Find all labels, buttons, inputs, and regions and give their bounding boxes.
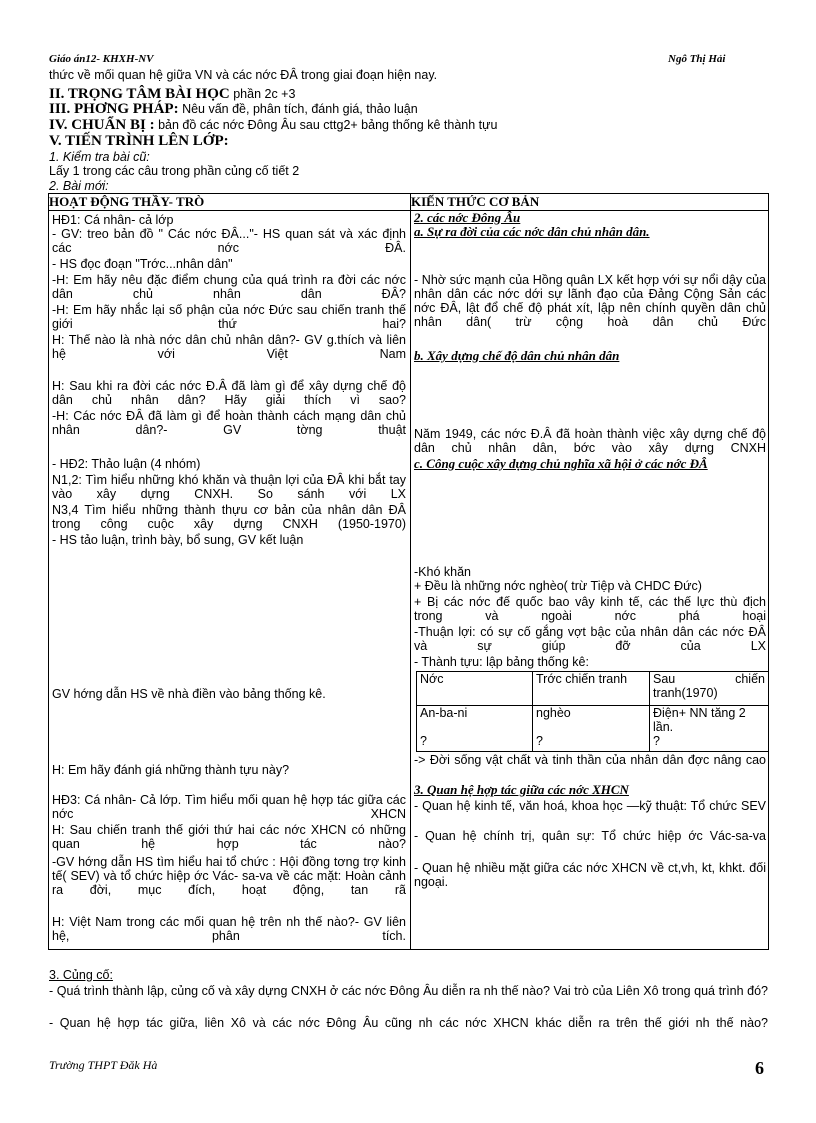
right-hb: b. Xây dựng chế độ dân chủ nhân dân xyxy=(414,348,620,363)
left-p10: N3,4 Tìm hiểu những thành thựu cơ bản của nhân dân ĐÂ trong công cuộc xây dựng CNXH (1950-1970) xyxy=(52,503,406,531)
left-p12: GV hớng dẫn HS về nhà điền vào bảng thống kê. xyxy=(52,687,326,701)
right-r3a: -Khó khăn xyxy=(414,565,471,579)
col-left-header: HOẠT ĐỘNG THẦY- TRÒ xyxy=(49,194,411,211)
stat-header-before: Trớc chiến tranh xyxy=(533,672,650,706)
page-number: 6 xyxy=(755,1058,764,1078)
left-p6: H: Sau khi ra đời các nớc Đ.Â đã làm gì để xây dựng chế độ dân chủ nhân dân? Hãy giải thích vì sao? xyxy=(52,379,406,407)
stat-q3: ? xyxy=(653,734,660,748)
right-r3e: - Thành tựu: lập bảng thống kê: xyxy=(414,655,589,669)
right-r1: - Nhờ sức mạnh của Hồng quân LX kết hợp với sự nổi dậy của nhân dân các nớc dới sự lãnh đạo của Đảng Cộng Sản các nớc ĐÂ, lật đổ chế độ phát xít, lập nên chính quyền dân chủ nhân dân( trừ cộng hoà dân chủ Đức xyxy=(414,273,766,329)
left-p17: H: Việt Nam trong các mối quan hệ trên nh thế nào?- GV liên hệ, phân tích. xyxy=(52,915,406,943)
right-column-cell xyxy=(411,211,769,950)
consolidation-q2: - Quan hệ hợp tác giữa, liên Xô và các nớc Đông Âu cũng nh các nớc XHCN khác diễn ra trên thế giới nh thế nào? xyxy=(49,1016,768,1030)
right-r3d: -Thuận lợi: có sự cố gắng vợt bậc của nhân dân các nớc ĐÂ và sự giúp đỡ của LX xyxy=(414,625,766,653)
section-2 xyxy=(49,87,295,101)
step-1-text: Lấy 1 trong các câu trong phần củng cố tiết 2 xyxy=(49,164,300,178)
right-r3c: + Bị các nớc đế quốc bao vây kinh tế, các thế lực thù địch trong và ngoài nớc phá hoại xyxy=(414,595,766,623)
right-h2: 2. các nớc Đông Âu xyxy=(414,210,521,225)
stat-cell xyxy=(417,706,533,752)
step-1: 1. Kiểm tra bài cũ: xyxy=(49,150,150,164)
right-r7: - Quan hệ nhiều mặt giữa các nớc XHCN về ct,vh, kt, khkt. đối ngoại. xyxy=(414,861,766,889)
left-p1: - GV: treo bản đồ " Các nớc ĐÂ..."- HS quan sát và xác định các nớc ĐÂ. xyxy=(52,227,406,255)
right-r6: - Quan hệ chính trị, quân sự: Tổ chức hiệp ớc Vác-sa-va xyxy=(414,829,766,843)
right-r4: -> Đời sống vật chất và tinh thần của nhân dân đợc nâng cao xyxy=(414,753,766,767)
section-2-text: phần 2c +3 xyxy=(233,87,296,101)
left-p13: H: Em hãy đánh giá những thành tựu này? xyxy=(52,763,290,777)
header-left: Giáo án12- KHXH-NV xyxy=(49,53,154,65)
hd1: HĐ1: Cá nhân- cả lớp xyxy=(52,213,174,227)
left-p5: H: Thế nào là nhà nớc dân chủ nhân dân?- GV g.thích và liên hệ với Việt Nam xyxy=(52,333,406,361)
section-3-title: III. PHƠNG PHÁP: xyxy=(49,101,179,117)
left-p16: -GV hớng dẫn HS tìm hiểu hai tổ chức : Hội đồng tơng trợ kinh tế( SEV) và tổ chức hiệp ớc Vác- sa-va về các mặt: Hoàn cảnh ra đời, mục đích, hoạt động, tan rã xyxy=(52,855,406,897)
left-p3: -H: Em hãy nêu đặc điểm chung của quá trình ra đời các nớc dân chủ nhân dân ĐÂ? xyxy=(52,273,406,301)
achievement-table xyxy=(416,671,769,752)
stat-country: An-ba-ni xyxy=(420,706,468,720)
left-p7: -H: Các nớc ĐÂ đã làm gì để hoàn thành cách mạng dân chủ nhân dân?- GV tờng thuật xyxy=(52,409,406,437)
section-3 xyxy=(49,102,418,116)
left-p2: - HS đọc đoạn "Trớc...nhân dân" xyxy=(52,257,233,271)
left-column-cell xyxy=(49,211,411,950)
right-r5: - Quan hệ kinh tế, văn hoá, khoa học —kỹ thuật: Tổ chức SEV xyxy=(414,799,766,813)
left-p8: - HĐ2: Thảo luận (4 nhóm) xyxy=(52,457,201,471)
stat-cell xyxy=(650,706,769,752)
left-p11: - HS tảo luận, trình bày, bổ sung, GV kết luận xyxy=(52,533,304,547)
stat-q1: ? xyxy=(420,734,427,748)
consolidation-title xyxy=(49,968,113,982)
consolidation-title-text: 3. Củng cố: xyxy=(49,968,113,982)
right-r3b: + Đều là những nớc nghèo( trừ Tiệp và CHDC Đức) xyxy=(414,579,702,593)
header-right: Ngô Thị Hải xyxy=(668,53,726,65)
left-p9: N1,2: Tìm hiểu những khó khăn và thuận lợi của ĐÂ khi bắt tay vào xây dựng CNXH. So sánh với LX xyxy=(52,473,406,501)
stat-cell xyxy=(533,706,650,752)
stat-q2: ? xyxy=(536,734,543,748)
left-p15: H: Sau chiến tranh thế giới thứ hai các nớc XHCN có những quan hệ hợp tác nào? xyxy=(52,823,406,851)
lesson-table xyxy=(48,193,769,950)
consolidation-q1: - Quá trình thành lập, củng cố và xây dựng CNXH ở các nớc Đông Âu diễn ra nh thế nào? Vai trò của Liên Xô trong quá trình đó? xyxy=(49,984,768,998)
stat-after: Điện+ NN tăng 2 lần. xyxy=(653,706,746,734)
section-4-title: IV. CHUẨN BỊ : xyxy=(49,117,155,133)
intro-line: thức về mối quan hệ giữa VN và các nớc ĐÂ trong giai đoạn hiện nay. xyxy=(49,68,438,82)
section-4-text: bản đồ các nớc Đông Âu sau cttg2+ bảng thống kê thành tựu xyxy=(158,118,498,132)
col-right-header: KIẾN THỨC CƠ BẢN xyxy=(411,194,769,211)
footer-school: Trường THPT Đăk Hà xyxy=(49,1058,158,1072)
right-hc: c. Công cuộc xây dựng chủ nghĩa xã hội ở các nớc ĐÂ xyxy=(414,456,708,471)
right-r2: Năm 1949, các nớc Đ.Â đã hoàn thành việc xây dựng chế độ dân chủ nhân dân, bớc vào xây dựng CNXH xyxy=(414,427,766,455)
right-ha: a. Sự ra đời của các nớc dân chủ nhân dân. xyxy=(414,224,650,239)
left-p14: HĐ3: Cá nhân- Cả lớp. Tìm hiểu mối quan hệ hợp tác giữa các nớc XHCN xyxy=(52,793,406,821)
step-2: 2. Bài mới: xyxy=(49,179,109,193)
section-2-title: II. TRỌNG TÂM BÀI HỌC xyxy=(49,86,230,102)
section-4 xyxy=(49,118,497,132)
right-h3: 3. Quan hệ hợp tác giữa các nớc XHCN xyxy=(414,782,629,797)
stat-header-country: Nớc xyxy=(417,672,533,706)
stat-header-after: Sau chiến tranh(1970) xyxy=(650,672,769,706)
section-5-title: V. TIẾN TRÌNH LÊN LỚP: xyxy=(49,133,229,149)
stat-before: nghèo xyxy=(536,706,571,720)
left-p4: -H: Em hãy nhắc lại số phận của nớc Đức sau chiến tranh thế giới thứ hai? xyxy=(52,303,406,331)
section-3-text: Nêu vấn đề, phân tích, đánh giá, thảo luận xyxy=(182,102,418,116)
